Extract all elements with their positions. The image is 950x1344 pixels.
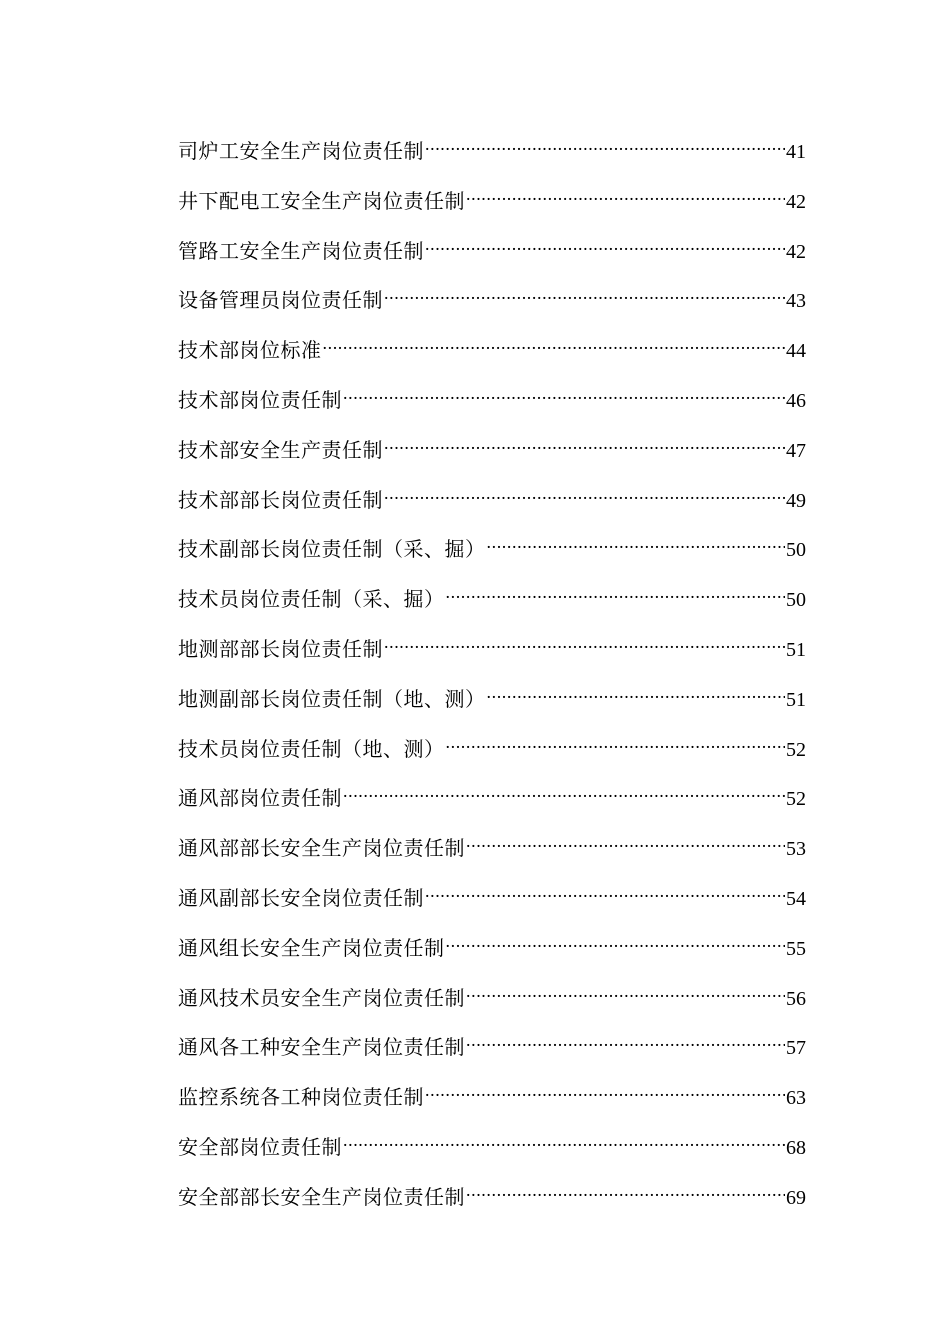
- toc-entry-page-number: 63: [786, 1087, 806, 1110]
- toc-entry-title: 技术副部长岗位责任制（采、掘）: [178, 537, 486, 562]
- toc-entry-title: 技术部安全生产责任制: [178, 437, 383, 462]
- toc-entry-title: 技术员岗位责任制（采、掘）: [178, 587, 445, 612]
- toc-dot-leader: [466, 835, 785, 855]
- toc-entry-title: 技术部岗位责任制: [178, 387, 342, 412]
- toc-entry-page-number: 57: [786, 1037, 806, 1060]
- toc-entry-title: 通风部岗位责任制: [178, 786, 342, 811]
- toc-entry-page-number: 42: [786, 240, 806, 263]
- toc-entry[interactable]: [178, 581, 806, 631]
- toc-entry-title: 安全部部长安全生产岗位责任制: [178, 1184, 465, 1209]
- toc-dot-leader: [425, 1084, 785, 1104]
- toc-entry-page-number: 56: [786, 987, 806, 1010]
- toc-entry-page-number: 51: [786, 688, 806, 711]
- toc-dot-leader: [446, 935, 786, 955]
- toc-entry[interactable]: [178, 930, 806, 980]
- toc-dot-leader: [446, 736, 786, 756]
- toc-entry[interactable]: [178, 382, 806, 432]
- toc-dot-leader: [466, 985, 785, 1005]
- table-of-contents: [178, 133, 806, 1229]
- toc-entry[interactable]: [178, 681, 806, 731]
- toc-entry[interactable]: [178, 183, 806, 233]
- toc-entry-page-number: 52: [786, 788, 806, 811]
- toc-entry[interactable]: [178, 980, 806, 1030]
- toc-entry-page-number: 49: [786, 489, 806, 512]
- toc-entry-title: 设备管理员岗位责任制: [178, 288, 383, 313]
- toc-dot-leader: [425, 885, 785, 905]
- toc-dot-leader: [425, 238, 785, 258]
- toc-entry[interactable]: [178, 1029, 806, 1079]
- toc-entry-title: 管路工安全生产岗位责任制: [178, 238, 424, 263]
- toc-entry-page-number: 54: [786, 887, 806, 910]
- toc-entry-title: 监控系统各工种岗位责任制: [178, 1085, 424, 1110]
- toc-dot-leader: [323, 337, 786, 357]
- toc-entry-page-number: 43: [786, 290, 806, 313]
- toc-dot-leader: [343, 1134, 785, 1154]
- toc-entry[interactable]: [178, 282, 806, 332]
- toc-entry-page-number: 50: [786, 539, 806, 562]
- toc-entry[interactable]: [178, 780, 806, 830]
- toc-entry-page-number: 47: [786, 439, 806, 462]
- toc-entry-title: 司炉工安全生产岗位责任制: [178, 139, 424, 163]
- toc-entry-page-number: 51: [786, 638, 806, 661]
- toc-entry-page-number: 55: [786, 937, 806, 960]
- toc-dot-leader: [384, 487, 785, 507]
- toc-entry-title: 地测副部长岗位责任制（地、测）: [178, 686, 486, 711]
- toc-entry[interactable]: [178, 432, 806, 482]
- toc-entry-page-number: 42: [786, 190, 806, 213]
- toc-entry[interactable]: [178, 133, 806, 183]
- toc-dot-leader: [487, 686, 786, 706]
- toc-dot-leader: [384, 437, 785, 457]
- toc-entry[interactable]: [178, 482, 806, 532]
- toc-entry-title: 通风副部长安全岗位责任制: [178, 885, 424, 910]
- toc-entry-title: 技术部部长岗位责任制: [178, 487, 383, 512]
- toc-entry-page-number: 53: [786, 838, 806, 861]
- toc-entry-title: 通风组长安全生产岗位责任制: [178, 935, 445, 960]
- toc-entry-page-number: 52: [786, 738, 806, 761]
- toc-dot-leader: [425, 138, 785, 158]
- toc-entry[interactable]: [178, 1179, 806, 1229]
- toc-dot-leader: [384, 287, 785, 307]
- toc-entry[interactable]: [178, 531, 806, 581]
- toc-entry[interactable]: [178, 830, 806, 880]
- toc-entry-title: 井下配电工安全生产岗位责任制: [178, 188, 465, 213]
- toc-entry-page-number: 44: [786, 340, 806, 363]
- toc-entry[interactable]: [178, 880, 806, 930]
- toc-entry-page-number: 68: [786, 1136, 806, 1159]
- toc-entry[interactable]: [178, 731, 806, 781]
- toc-dot-leader: [487, 536, 786, 556]
- toc-entry-page-number: 46: [786, 389, 806, 412]
- toc-entry-title: 地测部部长岗位责任制: [178, 636, 383, 661]
- toc-entry[interactable]: [178, 1129, 806, 1179]
- toc-entry[interactable]: [178, 1079, 806, 1129]
- toc-dot-leader: [343, 387, 785, 407]
- toc-dot-leader: [343, 785, 785, 805]
- toc-entry-title: 通风各工种安全生产岗位责任制: [178, 1035, 465, 1060]
- toc-entry-title: 技术部岗位标准: [178, 338, 322, 363]
- toc-entry[interactable]: [178, 631, 806, 681]
- toc-entry-page-number: 69: [786, 1186, 806, 1209]
- toc-entry[interactable]: [178, 332, 806, 382]
- toc-dot-leader: [466, 1184, 785, 1204]
- toc-entry-title: 技术员岗位责任制（地、测）: [178, 736, 445, 761]
- toc-entry-page-number: 50: [786, 589, 806, 612]
- toc-entry-title: 通风技术员安全生产岗位责任制: [178, 985, 465, 1010]
- toc-entry-title: 安全部岗位责任制: [178, 1134, 342, 1159]
- toc-entry-page-number: 41: [786, 141, 806, 163]
- toc-dot-leader: [466, 188, 785, 208]
- toc-entry-title: 通风部部长安全生产岗位责任制: [178, 836, 465, 861]
- toc-dot-leader: [466, 1034, 785, 1054]
- toc-entry[interactable]: [178, 233, 806, 283]
- toc-dot-leader: [446, 586, 786, 606]
- toc-dot-leader: [384, 636, 785, 656]
